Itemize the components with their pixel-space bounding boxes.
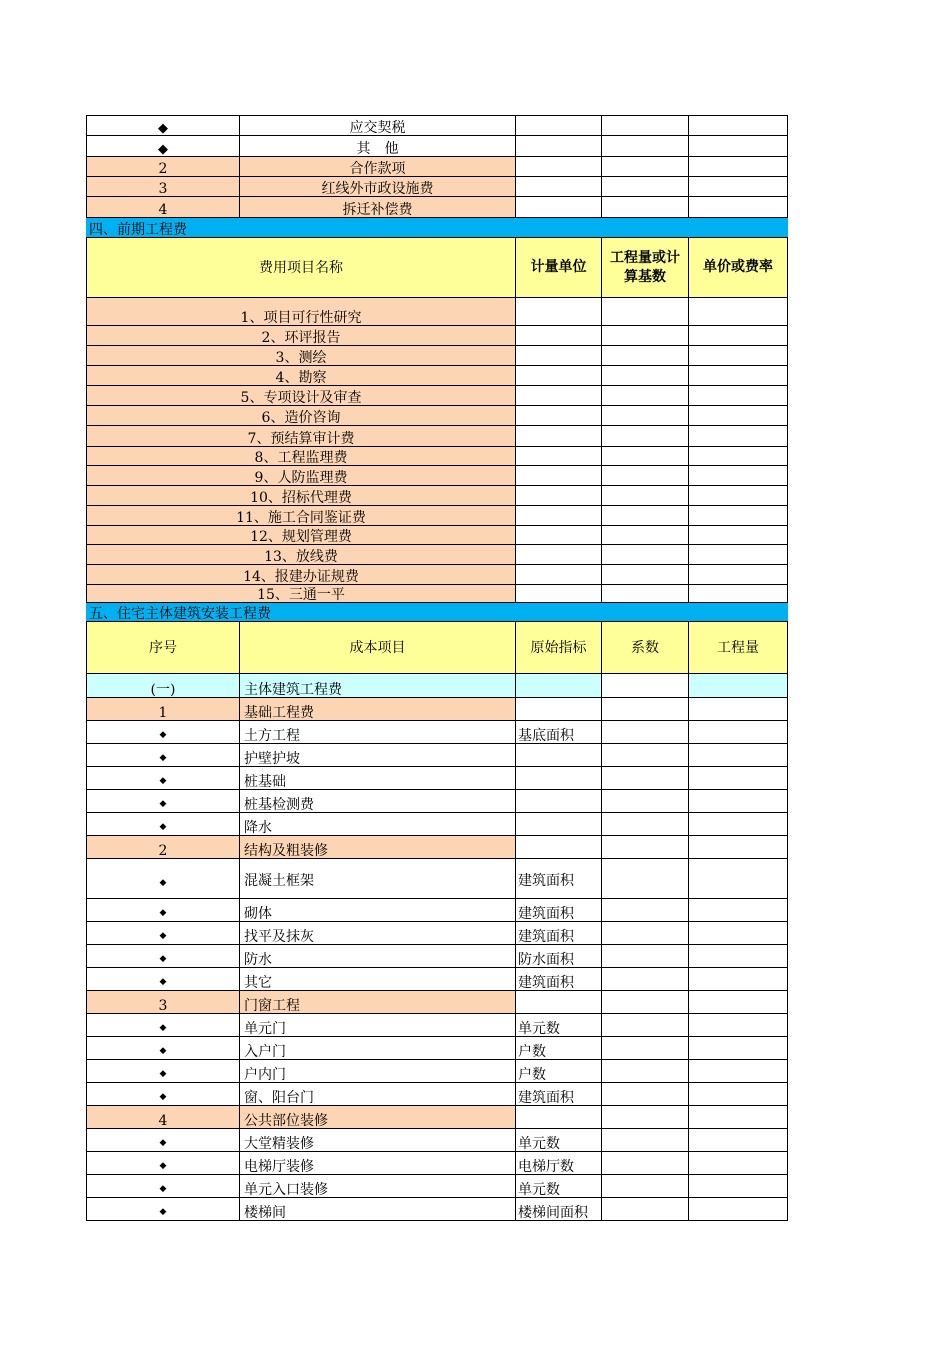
empty-cell: [689, 767, 788, 790]
empty-cell: [516, 565, 602, 585]
section4-row: [86, 486, 788, 506]
section4-row: [86, 506, 788, 526]
empty-cell: [689, 506, 788, 526]
empty-cell: [689, 406, 788, 426]
empty-cell: [602, 698, 689, 721]
row-cost-item: 主体建筑工程费: [240, 674, 516, 698]
section5-row: [86, 991, 788, 1014]
empty-cell: [602, 197, 689, 218]
fee-item-name: 7、预结算审计费: [86, 426, 516, 447]
row-seq: ◆: [86, 968, 240, 991]
section5-row: [86, 674, 788, 698]
row-seq: ◆: [86, 790, 240, 813]
row-seq: ◆: [86, 1060, 240, 1083]
row-seq: ◆: [86, 1198, 240, 1221]
empty-cell: [689, 326, 788, 346]
row-number: 4: [86, 197, 240, 218]
empty-cell: [516, 406, 602, 426]
empty-cell: [689, 366, 788, 386]
section5-row: [86, 1129, 788, 1152]
empty-cell: [602, 1083, 689, 1106]
header-seq: 序号: [86, 622, 240, 674]
empty-cell: [516, 136, 602, 157]
section4-row: [86, 426, 788, 447]
section4-row: [86, 447, 788, 466]
row-name: 合作款项: [240, 157, 516, 177]
empty-cell: [516, 447, 602, 466]
section4-row: [86, 386, 788, 406]
empty-cell: [689, 426, 788, 447]
row-cost-item: 护壁护坡: [240, 744, 516, 767]
empty-cell: [516, 326, 602, 346]
empty-cell: [602, 945, 689, 968]
row-name: 其 他: [240, 136, 516, 157]
row-seq: ◆: [86, 767, 240, 790]
row-indicator: 建筑面积: [516, 968, 602, 991]
section5-row: [86, 1152, 788, 1175]
row-cost-item: 结构及粗装修: [240, 836, 516, 859]
section5-row: [86, 836, 788, 859]
row-cost-item: 入户门: [240, 1037, 516, 1060]
empty-cell: [602, 674, 689, 698]
section4-row: [86, 585, 788, 603]
row-indicator: 单元数: [516, 1175, 602, 1198]
empty-cell: [602, 813, 689, 836]
section5-row: [86, 1060, 788, 1083]
header-quantity: 工程量或计算基数: [602, 238, 689, 298]
row-seq: ◆: [86, 1175, 240, 1198]
empty-cell: [689, 526, 788, 545]
fee-item-name: 6、造价咨询: [86, 406, 516, 426]
empty-cell: [602, 1175, 689, 1198]
section4-row: [86, 346, 788, 366]
empty-cell: [689, 585, 788, 603]
empty-cell: [689, 157, 788, 177]
empty-cell: [689, 177, 788, 197]
row-indicator: [516, 1106, 602, 1129]
empty-cell: [602, 447, 689, 466]
section5-row: [86, 1014, 788, 1037]
header-coefficient: 系数: [602, 622, 689, 674]
empty-cell: [516, 585, 602, 603]
fee-item-name: 12、规划管理费: [86, 526, 516, 545]
section4-row: [86, 466, 788, 486]
row-indicator: [516, 790, 602, 813]
row-number: ◆: [86, 136, 240, 157]
fee-item-name: 11、施工合同鉴证费: [86, 506, 516, 526]
empty-cell: [689, 136, 788, 157]
row-seq: ◆: [86, 1083, 240, 1106]
row-indicator: 户数: [516, 1060, 602, 1083]
empty-cell: [689, 945, 788, 968]
section5-row: [86, 721, 788, 744]
empty-cell: [602, 836, 689, 859]
row-cost-item: 降水: [240, 813, 516, 836]
header-unit-price: 单价或费率: [689, 238, 788, 298]
section4-row: [86, 406, 788, 426]
empty-cell: [689, 968, 788, 991]
row-cost-item: 土方工程: [240, 721, 516, 744]
empty-cell: [689, 1106, 788, 1129]
empty-cell: [602, 426, 689, 447]
empty-cell: [602, 1129, 689, 1152]
section5-row: [86, 813, 788, 836]
row-cost-item: 窗、阳台门: [240, 1083, 516, 1106]
empty-cell: [516, 466, 602, 486]
row-indicator: 楼梯间面积: [516, 1198, 602, 1221]
empty-cell: [689, 744, 788, 767]
section4-row: [86, 565, 788, 585]
empty-cell: [602, 899, 689, 922]
row-name: 红线外市政设施费: [240, 177, 516, 197]
section5-row: [86, 1106, 788, 1129]
empty-cell: [689, 486, 788, 506]
empty-cell: [516, 197, 602, 218]
empty-cell: [689, 899, 788, 922]
cost-spreadsheet: [86, 115, 788, 1221]
row-seq: ◆: [86, 1037, 240, 1060]
empty-cell: [516, 526, 602, 545]
section3-row: [86, 136, 788, 157]
row-number: ◆: [86, 115, 240, 136]
row-cost-item: 门窗工程: [240, 991, 516, 1014]
empty-cell: [689, 447, 788, 466]
empty-cell: [602, 115, 689, 136]
row-seq: ◆: [86, 899, 240, 922]
section4-row: [86, 545, 788, 565]
row-indicator: 电梯厅数: [516, 1152, 602, 1175]
row-seq: ◆: [86, 1129, 240, 1152]
section5-row: [86, 1037, 788, 1060]
row-seq: (一): [86, 674, 240, 698]
section4-row: [86, 298, 788, 326]
section5-row: [86, 859, 788, 899]
empty-cell: [689, 813, 788, 836]
section5-row: [86, 968, 788, 991]
row-seq: 1: [86, 698, 240, 721]
empty-cell: [689, 859, 788, 899]
empty-cell: [516, 545, 602, 565]
row-cost-item: 砌体: [240, 899, 516, 922]
row-cost-item: 楼梯间: [240, 1198, 516, 1221]
row-indicator: [516, 991, 602, 1014]
section3-row: [86, 157, 788, 177]
empty-cell: [689, 1083, 788, 1106]
empty-cell: [516, 426, 602, 447]
row-cost-item: 单元入口装修: [240, 1175, 516, 1198]
row-cost-item: 户内门: [240, 1060, 516, 1083]
section3-row: [86, 197, 788, 218]
fee-item-name: 15、三通一平: [86, 585, 516, 603]
section5-rows: [86, 674, 788, 1221]
row-indicator: [516, 813, 602, 836]
empty-cell: [602, 1198, 689, 1221]
empty-cell: [516, 346, 602, 366]
empty-cell: [602, 922, 689, 945]
row-cost-item: 混凝土框架: [240, 859, 516, 899]
row-seq: ◆: [86, 1152, 240, 1175]
empty-cell: [602, 1106, 689, 1129]
row-cost-item: 桩基检测费: [240, 790, 516, 813]
empty-cell: [516, 486, 602, 506]
row-number: 3: [86, 177, 240, 197]
row-indicator: 建筑面积: [516, 899, 602, 922]
section3-tail: [86, 115, 788, 218]
empty-cell: [689, 698, 788, 721]
row-seq: ◆: [86, 859, 240, 899]
empty-cell: [689, 1014, 788, 1037]
row-cost-item: 电梯厅装修: [240, 1152, 516, 1175]
empty-cell: [602, 1152, 689, 1175]
fee-item-name: 4、勘察: [86, 366, 516, 386]
empty-cell: [602, 859, 689, 899]
fee-item-name: 8、工程监理费: [86, 447, 516, 466]
section5-row: [86, 922, 788, 945]
fee-item-name: 13、放线费: [86, 545, 516, 565]
empty-cell: [602, 406, 689, 426]
row-seq: 2: [86, 836, 240, 859]
empty-cell: [689, 922, 788, 945]
row-name: 拆迁补偿费: [240, 197, 516, 218]
empty-cell: [689, 836, 788, 859]
empty-cell: [602, 136, 689, 157]
empty-cell: [602, 1014, 689, 1037]
row-cost-item: 基础工程费: [240, 698, 516, 721]
row-cost-item: 防水: [240, 945, 516, 968]
header-item-name: 费用项目名称: [86, 238, 516, 298]
row-indicator: 单元数: [516, 1129, 602, 1152]
row-cost-item: 单元门: [240, 1014, 516, 1037]
empty-cell: [689, 1037, 788, 1060]
section5-row: [86, 744, 788, 767]
empty-cell: [602, 1060, 689, 1083]
empty-cell: [516, 115, 602, 136]
empty-cell: [516, 298, 602, 326]
fee-item-name: 5、专项设计及审查: [86, 386, 516, 406]
empty-cell: [689, 674, 788, 698]
row-seq: ◆: [86, 744, 240, 767]
section4-row: [86, 326, 788, 346]
row-indicator: 户数: [516, 1037, 602, 1060]
section3-row: [86, 115, 788, 136]
row-indicator: [516, 698, 602, 721]
section5-row: [86, 790, 788, 813]
row-cost-item: 大堂精装修: [240, 1129, 516, 1152]
empty-cell: [689, 298, 788, 326]
empty-cell: [516, 157, 602, 177]
row-indicator: [516, 744, 602, 767]
empty-cell: [602, 466, 689, 486]
row-indicator: [516, 836, 602, 859]
row-cost-item: 桩基础: [240, 767, 516, 790]
empty-cell: [516, 366, 602, 386]
row-indicator: [516, 767, 602, 790]
empty-cell: [602, 326, 689, 346]
section4-items: [86, 298, 788, 603]
row-cost-item: 找平及抹灰: [240, 922, 516, 945]
section4-header-row: [86, 238, 788, 298]
empty-cell: [602, 506, 689, 526]
empty-cell: [689, 197, 788, 218]
section4-title: 四、前期工程费: [86, 218, 788, 238]
empty-cell: [602, 1037, 689, 1060]
empty-cell: [602, 386, 689, 406]
empty-cell: [602, 366, 689, 386]
row-number: 2: [86, 157, 240, 177]
empty-cell: [602, 565, 689, 585]
row-cost-item: 公共部位装修: [240, 1106, 516, 1129]
row-indicator: 单元数: [516, 1014, 602, 1037]
empty-cell: [602, 721, 689, 744]
row-name: 应交契税: [240, 115, 516, 136]
empty-cell: [689, 991, 788, 1014]
empty-cell: [689, 346, 788, 366]
empty-cell: [689, 466, 788, 486]
empty-cell: [602, 177, 689, 197]
empty-cell: [602, 545, 689, 565]
fee-item-name: 10、招标代理费: [86, 486, 516, 506]
row-seq: ◆: [86, 1014, 240, 1037]
header-unit: 计量单位: [516, 238, 602, 298]
header-indicator: 原始指标: [516, 622, 602, 674]
empty-cell: [602, 157, 689, 177]
row-seq: ◆: [86, 922, 240, 945]
empty-cell: [689, 565, 788, 585]
section5-row: [86, 767, 788, 790]
empty-cell: [516, 177, 602, 197]
row-indicator: 基底面积: [516, 721, 602, 744]
empty-cell: [689, 386, 788, 406]
empty-cell: [516, 506, 602, 526]
section5-title: 五、住宅主体建筑安装工程费: [86, 603, 788, 622]
row-indicator: [516, 674, 602, 698]
empty-cell: [689, 790, 788, 813]
empty-cell: [689, 1129, 788, 1152]
empty-cell: [602, 744, 689, 767]
row-seq: ◆: [86, 721, 240, 744]
section5-row: [86, 1175, 788, 1198]
section5-row: [86, 899, 788, 922]
section5-header-row: [86, 622, 788, 674]
empty-cell: [689, 1198, 788, 1221]
empty-cell: [516, 386, 602, 406]
fee-item-name: 14、报建办证规费: [86, 565, 516, 585]
section5-row: [86, 1083, 788, 1106]
row-indicator: 建筑面积: [516, 922, 602, 945]
row-indicator: 建筑面积: [516, 1083, 602, 1106]
empty-cell: [689, 1060, 788, 1083]
empty-cell: [689, 115, 788, 136]
header-quantity: 工程量: [689, 622, 788, 674]
section5-row: [86, 698, 788, 721]
section5-row: [86, 945, 788, 968]
empty-cell: [689, 1152, 788, 1175]
section5-row: [86, 1198, 788, 1221]
empty-cell: [689, 1175, 788, 1198]
empty-cell: [689, 721, 788, 744]
row-seq: ◆: [86, 945, 240, 968]
empty-cell: [602, 298, 689, 326]
fee-item-name: 1、项目可行性研究: [86, 298, 516, 326]
row-indicator: 建筑面积: [516, 859, 602, 899]
empty-cell: [602, 790, 689, 813]
fee-item-name: 9、人防监理费: [86, 466, 516, 486]
empty-cell: [602, 767, 689, 790]
empty-cell: [602, 585, 689, 603]
empty-cell: [602, 346, 689, 366]
row-indicator: 防水面积: [516, 945, 602, 968]
empty-cell: [602, 526, 689, 545]
section3-row: [86, 177, 788, 197]
empty-cell: [602, 486, 689, 506]
row-seq: 4: [86, 1106, 240, 1129]
section4-row: [86, 366, 788, 386]
row-seq: 3: [86, 991, 240, 1014]
empty-cell: [602, 968, 689, 991]
row-cost-item: 其它: [240, 968, 516, 991]
empty-cell: [689, 545, 788, 565]
fee-item-name: 2、环评报告: [86, 326, 516, 346]
fee-item-name: 3、测绘: [86, 346, 516, 366]
empty-cell: [602, 991, 689, 1014]
section4-row: [86, 526, 788, 545]
header-cost-item: 成本项目: [240, 622, 516, 674]
row-seq: ◆: [86, 813, 240, 836]
